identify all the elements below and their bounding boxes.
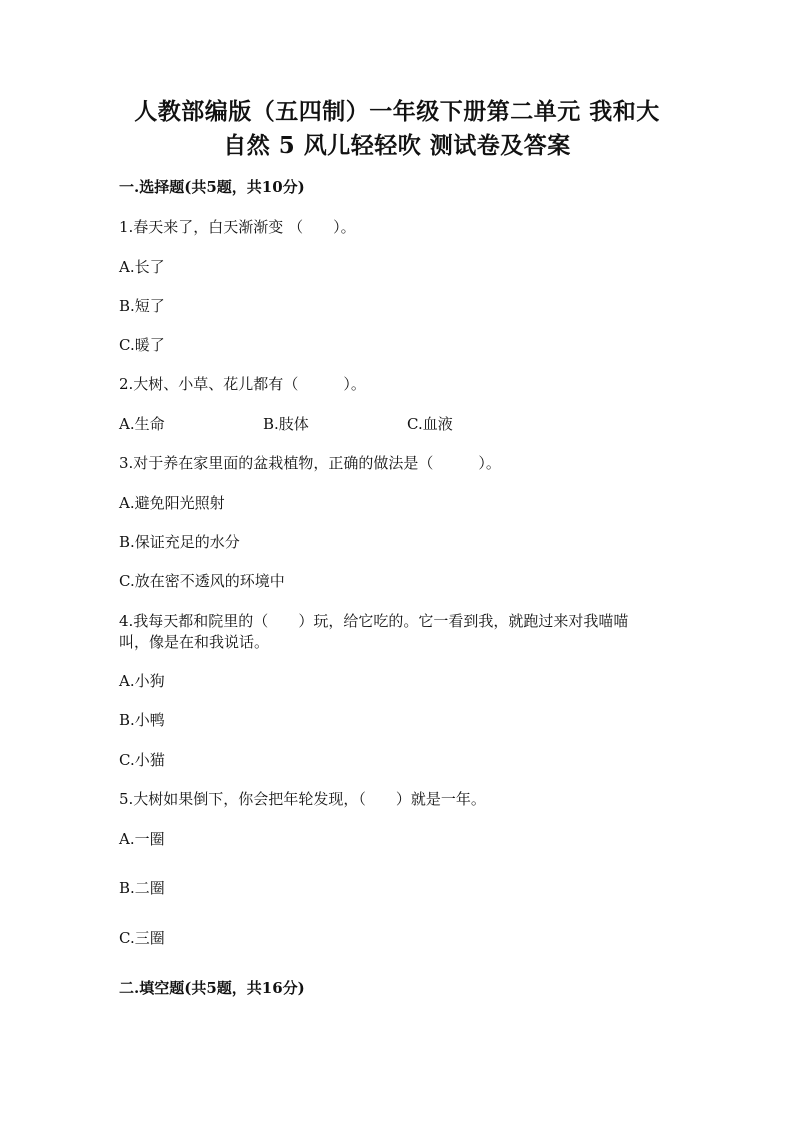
question-2-option-a: A.生命 [119, 415, 165, 433]
question-5-option-b: B.二圈 [119, 879, 165, 897]
question-4-option-c: C.小猫 [119, 751, 165, 769]
question-5-option-c: C.三圈 [119, 929, 165, 947]
section-heading-choice: 一.选择题(共5题，共10分) [119, 178, 305, 196]
page-title-line-1: 人教部编版（五四制）一年级下册第二单元 我和大 [134, 98, 660, 125]
question-3-option-c: C.放在密不透风的环境中 [119, 572, 285, 590]
question-2-option-c: C.血液 [407, 415, 453, 433]
page-title-line-2: 自然 5 风儿轻轻吹 测试卷及答案 [223, 132, 571, 159]
question-2-option-b: B.肢体 [263, 415, 309, 433]
question-3-option-a: A.避免阳光照射 [119, 494, 225, 512]
question-1-option-a: A.长了 [119, 258, 165, 276]
question-4-option-b: B.小鸭 [119, 711, 165, 729]
question-3-option-b: B.保证充足的水分 [119, 533, 240, 551]
question-5-stem: 5.大树如果倒下，你会把年轮发现，（ ）就是一年。 [119, 790, 486, 808]
question-5-option-a: A.一圈 [119, 830, 165, 848]
question-1-stem: 1.春天来了，白天渐渐变 （ ）。 [119, 218, 356, 236]
question-4-option-a: A.小狗 [119, 672, 165, 690]
question-4-stem-line-2: 叫，像是在和我说话。 [119, 633, 270, 651]
section-heading-fill: 二.填空题(共5题，共16分) [119, 979, 305, 997]
question-1-option-b: B.短了 [119, 297, 165, 315]
question-2-stem: 2.大树、小草、花儿都有（ ）。 [119, 375, 366, 393]
question-1-option-c: C.暖了 [119, 336, 165, 354]
question-3-stem: 3.对于养在家里面的盆栽植物，正确的做法是（ ）。 [119, 454, 501, 472]
question-4-stem-line-1: 4.我每天都和院里的（ ）玩，给它吃的。它一看到我，就跑过来对我喵喵 [119, 612, 629, 630]
